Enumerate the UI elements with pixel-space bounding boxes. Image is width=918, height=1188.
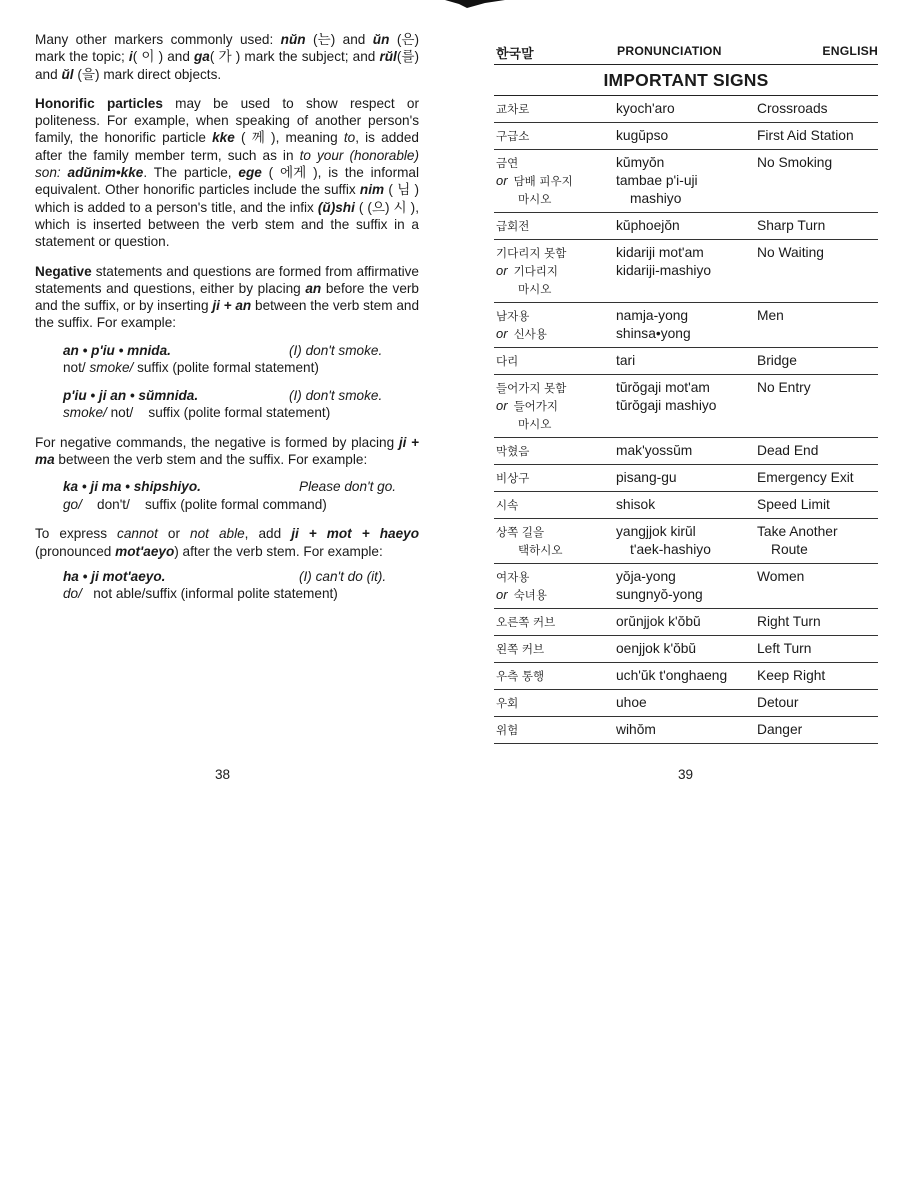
sign-pronunciation	[616, 523, 711, 559]
term-ga: ga	[194, 49, 210, 65]
term-ji: ji +	[291, 526, 317, 542]
term-adunimkke: adŭnim•kke	[67, 165, 144, 181]
sign-english	[757, 496, 830, 514]
sign-row	[494, 690, 878, 717]
sign-pronunciation-line: shinsa•yong	[616, 326, 691, 341]
text: and	[335, 32, 373, 47]
sign-korean-line: 마시오	[518, 192, 552, 206]
sign-korean-line: or 담배 피우지	[496, 173, 573, 188]
sign-pronunciation-line: pisang-gu	[616, 470, 677, 485]
korean-nun: (는)	[313, 32, 336, 47]
example-dont-go	[63, 478, 419, 513]
sign-pronunciation-line: yangjjok kirŭl	[616, 524, 696, 539]
term-ege: ege	[238, 165, 262, 181]
korean-ege: ( 에게 )	[268, 165, 318, 181]
sign-pronunciation-line: oenjjok k'ŏbŭ	[616, 641, 697, 656]
sign-english	[757, 217, 825, 235]
sign-pronunciation-line: tŭrŏgaji mashiyo	[616, 398, 717, 413]
gloss: not/	[110, 405, 134, 421]
sign-pronunciation	[616, 667, 727, 685]
text: between the verb stem and the suffix. For example:	[35, 298, 420, 331]
term-mot: mot +	[326, 526, 370, 542]
sign-pronunciation	[616, 694, 647, 712]
sign-korean-line: or 들어가지	[496, 398, 558, 413]
sign-english	[757, 523, 838, 559]
sign-korean-line: 비상구	[496, 471, 530, 485]
sign-english-line: Keep Right	[757, 668, 826, 683]
sign-english	[757, 307, 784, 325]
sign-english	[757, 568, 804, 586]
text: , add	[244, 526, 292, 542]
sign-english	[757, 640, 811, 658]
sign-row	[494, 213, 878, 240]
sign-korean	[496, 127, 529, 145]
korean-un: (은)	[396, 32, 419, 47]
sign-pronunciation-line: kugŭpso	[616, 128, 669, 143]
page-number-right: 39	[678, 767, 694, 782]
sign-row	[494, 303, 878, 348]
sign-korean-line: 우회	[496, 696, 519, 710]
sign-pronunciation-line: tari	[616, 353, 636, 368]
sign-korean-line: or 숙녀용	[496, 587, 547, 602]
sign-english	[757, 442, 818, 460]
term-rul: rŭl	[379, 49, 397, 65]
term-an: an	[305, 280, 322, 296]
text: For negative commands, the negative is formed by placing	[35, 434, 399, 450]
term-nim: nim	[359, 182, 385, 198]
text: mark the topic;	[35, 49, 129, 65]
sign-english	[757, 379, 811, 397]
gloss: suffix (polite formal command)	[144, 496, 327, 512]
sign-english	[757, 613, 821, 631]
text: Many other markers commonly used:	[35, 32, 281, 47]
sign-pronunciation	[616, 154, 698, 208]
sign-korean	[496, 379, 566, 433]
sign-pronunciation	[616, 613, 701, 631]
term-not-able: not able	[190, 526, 245, 542]
text: and	[163, 49, 194, 65]
sign-english-line: Speed Limit	[757, 497, 830, 512]
sign-pronunciation	[616, 496, 655, 514]
gloss: not/	[63, 360, 86, 376]
term-haeyo: haeyo	[379, 526, 420, 542]
sign-pronunciation	[616, 217, 680, 235]
text: . The particle,	[143, 165, 239, 181]
sign-english	[757, 694, 798, 712]
negative-paragraph	[35, 263, 419, 332]
sign-row	[494, 609, 878, 636]
sign-pronunciation-line: kŭmyŏn	[616, 155, 665, 170]
sign-row	[494, 519, 878, 564]
sign-row	[494, 717, 878, 744]
sign-korean	[496, 442, 529, 460]
sign-korean-line: 택하시오	[518, 543, 563, 557]
sign-english-line: Route	[771, 542, 808, 557]
sign-english-line: Men	[757, 308, 784, 323]
sign-korean	[496, 469, 529, 487]
text: or	[157, 526, 191, 542]
text: statements and questions are formed from affirmative statements and questions, either by placing	[35, 263, 419, 296]
sign-korean-line: 마시오	[518, 417, 552, 431]
sign-pronunciation	[616, 244, 711, 280]
term-ji-an: ji + an	[212, 298, 252, 314]
sign-pronunciation-line: mashiyo	[630, 191, 682, 206]
korean-i: ( 이 )	[132, 49, 164, 65]
sign-pronunciation	[616, 469, 677, 487]
sign-pronunciation-line: kidariji mot'am	[616, 245, 704, 260]
heading-negative: Negative	[35, 263, 92, 279]
section-title: IMPORTANT SIGNS	[494, 65, 878, 96]
gloss: smoke/	[63, 405, 107, 421]
korean-ul: (을)	[77, 66, 100, 82]
sign-row	[494, 492, 878, 519]
sign-korean	[496, 568, 547, 604]
sign-row	[494, 240, 878, 303]
honorific-paragraph	[35, 95, 419, 251]
term-i: i	[128, 49, 133, 65]
text: mark the subject; and	[240, 49, 380, 65]
sign-row	[494, 636, 878, 663]
example-korean: ka • ji ma • shipshiyo.	[63, 479, 201, 495]
sign-english	[757, 667, 825, 685]
cannot-paragraph	[35, 525, 419, 560]
sign-english-line: Detour	[757, 695, 799, 710]
sign-pronunciation-line: kyoch'aro	[616, 101, 675, 116]
sign-english	[757, 244, 824, 262]
sign-english	[757, 352, 797, 370]
signs-table	[494, 96, 878, 744]
sign-pronunciation	[616, 568, 703, 604]
header-korean: 한국말	[496, 47, 534, 62]
korean-nim: ( 님 )	[388, 182, 419, 198]
term-un: ŭn	[372, 32, 390, 47]
sign-pronunciation-line: tŭrŏgaji mot'am	[616, 380, 710, 395]
sign-english-line: Right Turn	[757, 614, 821, 629]
sign-english-line: Danger	[757, 722, 803, 737]
term-cannot: cannot	[117, 526, 158, 542]
sign-pronunciation-line: kŭphoejŏn	[616, 218, 680, 233]
left-page	[35, 31, 419, 615]
text: , is added after the family member term, such as in	[35, 130, 419, 163]
gloss: do/	[63, 586, 82, 602]
text: and	[35, 66, 62, 82]
right-page	[494, 38, 878, 744]
sign-english	[757, 721, 802, 739]
sign-pronunciation	[616, 307, 691, 343]
sign-row	[494, 150, 878, 213]
scan-artifact-mark	[445, 0, 505, 10]
korean-rul: (를)	[396, 49, 419, 65]
term-ushi: (ŭ)shi	[317, 199, 355, 215]
text: , which is inserted between the verb stem and the suffix in a statement or question.	[35, 199, 419, 250]
example-translation: (I) can't do (it).	[299, 568, 387, 584]
sign-english	[757, 127, 854, 145]
header-english: ENGLISH	[822, 44, 878, 58]
text: To express	[35, 526, 118, 542]
sign-korean-line: 교차로	[496, 102, 530, 116]
text: may be used to show respect or politeness. For example, when speaking of another person's family, the honorific particle	[35, 95, 419, 146]
text: which is added to a person's title, and the infix	[35, 199, 318, 215]
sign-korean-line: 구급소	[496, 129, 530, 143]
sign-english-line: First Aid Station	[757, 128, 854, 143]
sign-korean-line: or 신사용	[496, 326, 547, 341]
sign-korean	[496, 496, 518, 514]
example-translation: Please don't go.	[299, 479, 397, 495]
sign-pronunciation-line: kidariji-mashiyo	[616, 263, 712, 278]
heading-honorific-particles: Honorific particles	[35, 95, 163, 111]
text: (pronounced	[35, 543, 116, 559]
example-translation: (I) don't smoke.	[289, 342, 383, 358]
term-motaeyo: mot'aeyo	[115, 543, 175, 559]
sign-pronunciation	[616, 100, 675, 118]
example-translation: (I) don't smoke.	[289, 387, 383, 403]
sign-english-line: Crossroads	[757, 101, 828, 116]
sign-english-line: Women	[757, 569, 805, 584]
sign-korean-line: or 기다리지	[496, 263, 558, 278]
sign-korean	[496, 100, 529, 118]
sign-english-line: Dead End	[757, 443, 819, 458]
sign-korean	[496, 307, 547, 343]
sign-row	[494, 96, 878, 123]
sign-row	[494, 663, 878, 690]
sign-korean-line: 다리	[496, 354, 519, 368]
text: between the verb stem and the suffix. For example:	[54, 452, 368, 468]
example-dont-smoke-1	[63, 342, 419, 377]
sign-english-line: Take Another	[757, 524, 838, 539]
sign-english-line: Bridge	[757, 353, 797, 368]
sign-korean-line: 기다리지 못함	[496, 246, 567, 260]
sign-korean-line: 상쪽 길을	[496, 525, 545, 539]
sign-korean	[496, 244, 566, 298]
header-pronunciation: PRONUNCIATION	[617, 44, 722, 58]
sign-pronunciation-line: mak'yossŭm	[616, 443, 693, 458]
text: before the verb and the suffix, or by inserting	[35, 280, 419, 314]
term-to: to	[343, 130, 356, 146]
table-header	[494, 38, 878, 65]
sign-english	[757, 154, 832, 172]
sign-row	[494, 564, 878, 609]
markers-paragraph	[35, 31, 419, 83]
gloss: smoke/	[89, 360, 134, 376]
term-ul: ŭl	[61, 66, 74, 82]
sign-pronunciation-line: tambae p'i-uji	[616, 173, 698, 188]
sign-korean	[496, 721, 518, 739]
page-number-left: 38	[215, 767, 231, 782]
sign-korean-line: 위험	[496, 723, 519, 737]
sign-korean	[496, 613, 555, 631]
sign-english-line: Sharp Turn	[757, 218, 826, 233]
korean-kke: ( 께 )	[241, 130, 276, 146]
text: , is the informal equivalent. Other honorific particles include the suffix	[35, 165, 420, 198]
sign-korean-line: 금연	[496, 156, 519, 170]
text: ) after the verb stem. For example:	[174, 543, 383, 559]
text: mark direct objects.	[103, 66, 222, 82]
sign-korean	[496, 217, 529, 235]
sign-korean	[496, 352, 518, 370]
gloss: don't/	[97, 496, 130, 512]
sign-pronunciation-line: orŭnjjok k'ŏbŭ	[616, 614, 701, 629]
sign-english	[757, 469, 854, 487]
sign-korean-line: 마시오	[518, 282, 552, 296]
sign-korean-line: 여자용	[496, 570, 530, 584]
sign-pronunciation-line: uhoe	[616, 695, 647, 710]
term-kke: kke	[212, 130, 235, 146]
korean-ga: ( 가 )	[209, 49, 241, 65]
sign-english-line: No Entry	[757, 380, 811, 395]
negative-commands-paragraph	[35, 434, 419, 469]
sign-pronunciation	[616, 721, 656, 739]
sign-pronunciation-line: wihŏm	[616, 722, 656, 737]
sign-korean-line: 왼쪽 커브	[496, 642, 545, 656]
sign-korean-line: 들어가지 못함	[496, 381, 567, 395]
sign-korean	[496, 523, 562, 559]
sign-korean-line: 급회전	[496, 219, 530, 233]
sign-english-line: Emergency Exit	[757, 470, 854, 485]
term-to-your-son: to your (honorable) son:	[35, 147, 420, 181]
gloss: go/	[63, 496, 82, 512]
sign-row	[494, 123, 878, 150]
sign-row	[494, 465, 878, 492]
sign-korean-line: 시속	[496, 498, 519, 512]
sign-pronunciation-line: yŏja-yong	[616, 569, 676, 584]
sign-pronunciation	[616, 127, 668, 145]
sign-pronunciation	[616, 442, 692, 460]
gloss: not able/suffix (informal polite statement)	[93, 586, 338, 602]
example-korean: ha • ji mot'aeyo.	[63, 568, 166, 584]
sign-pronunciation	[616, 640, 696, 658]
sign-korean	[496, 640, 544, 658]
example-korean: an • p'iu • mnida.	[63, 342, 171, 358]
example-cant-do	[63, 568, 419, 603]
sign-pronunciation	[616, 379, 716, 415]
sign-pronunciation-line: shisok	[616, 497, 656, 512]
text: , meaning	[275, 130, 344, 146]
term-ji-ma: ji + ma	[35, 434, 419, 468]
sign-korean	[496, 667, 544, 685]
sign-pronunciation-line: namja-yong	[616, 308, 689, 323]
sign-english-line: No Smoking	[757, 155, 833, 170]
sign-korean-line: 남자용	[496, 309, 530, 323]
korean-ushi: ( (으) 시 )	[358, 199, 416, 215]
sign-row	[494, 375, 878, 438]
term-nun: nŭn	[280, 32, 306, 47]
example-dont-smoke-2	[63, 387, 419, 422]
sign-english-line: Left Turn	[757, 641, 812, 656]
sign-korean-line: 우측 통행	[496, 669, 545, 683]
sign-pronunciation-line: sungnyŏ-yong	[616, 587, 703, 602]
gloss: suffix (polite formal statement)	[148, 405, 331, 421]
gloss: suffix (polite formal statement)	[137, 360, 319, 376]
sign-korean	[496, 694, 518, 712]
sign-korean-line: 오른쪽 커브	[496, 615, 556, 629]
example-korean: p'iu • ji an • sŭmnida.	[63, 387, 199, 403]
sign-korean	[496, 154, 573, 208]
sign-row	[494, 348, 878, 375]
sign-english-line: No Waiting	[757, 245, 824, 260]
sign-pronunciation-line: uch'ŭk t'onghaeng	[616, 668, 728, 683]
sign-pronunciation-line: t'aek-hashiyo	[630, 542, 711, 557]
sign-korean-line: 막혔음	[496, 444, 530, 458]
sign-english	[757, 100, 828, 118]
sign-row	[494, 438, 878, 465]
sign-pronunciation	[616, 352, 635, 370]
